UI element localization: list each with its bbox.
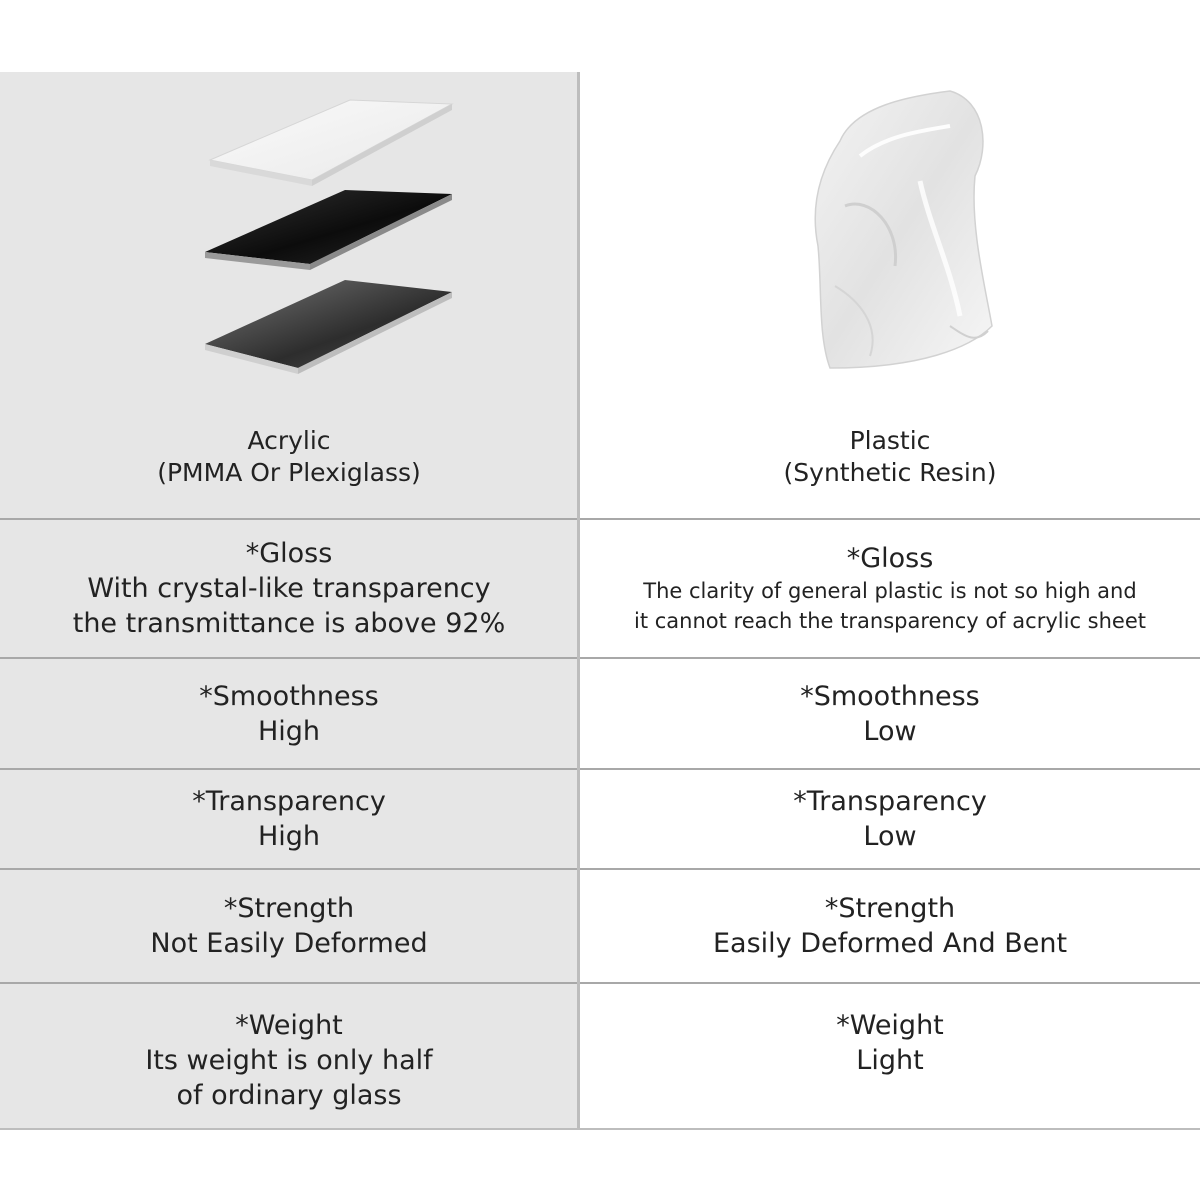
property-title: *Transparency [192, 786, 386, 817]
property-title: *Gloss [846, 543, 934, 574]
plastic-subtitle: (Synthetic Resin) [783, 458, 997, 487]
property-value: The clarity of general plastic is not so high and [643, 579, 1137, 603]
property-value: Low [863, 821, 917, 852]
acrylic-sheets-image [190, 82, 470, 392]
plastic-smoothness-cell [580, 659, 1200, 768]
acrylic-gloss-cell [0, 520, 578, 657]
property-value: Light [856, 1045, 924, 1076]
plastic-weight-cell [580, 984, 1200, 1130]
plastic-header [580, 417, 1200, 497]
property-title: *Transparency [793, 786, 987, 817]
plastic-transparency-cell [580, 770, 1200, 868]
property-value: it cannot reach the transparency of acrylic sheet [633, 609, 1146, 633]
acrylic-weight-cell [0, 984, 578, 1130]
property-value: the transmittance is above 92% [72, 608, 506, 639]
plastic-bag-image [800, 86, 1000, 386]
property-title: *Smoothness [800, 680, 980, 712]
property-title: *Strength [223, 893, 355, 924]
property-title: *Gloss [245, 538, 333, 569]
property-value: Low [863, 715, 917, 747]
property-title: *Smoothness [199, 680, 379, 712]
property-value: With crystal-like transparency [87, 573, 491, 604]
plastic-gloss-cell [580, 520, 1200, 657]
plastic-strength-cell [580, 870, 1200, 982]
table-bottom-border [0, 1128, 1200, 1130]
acrylic-header [0, 417, 578, 497]
property-value: Not Easily Deformed [150, 928, 428, 959]
acrylic-name: Acrylic [247, 426, 331, 455]
acrylic-transparency-cell [0, 770, 578, 868]
acrylic-smoothness-cell [0, 659, 578, 768]
property-value: Its weight is only half [145, 1045, 433, 1076]
property-value: Easily Deformed And Bent [712, 928, 1068, 959]
property-title: *Strength [824, 893, 956, 924]
property-title: *Weight [235, 1010, 343, 1041]
property-title: *Weight [836, 1010, 944, 1041]
plastic-name: Plastic [849, 426, 931, 455]
property-value: High [257, 821, 321, 852]
acrylic-subtitle: (PMMA Or Plexiglass) [157, 458, 421, 487]
acrylic-strength-cell [0, 870, 578, 982]
property-value: High [257, 715, 321, 747]
comparison-table [0, 72, 1200, 1130]
property-value: of ordinary glass [176, 1080, 402, 1111]
